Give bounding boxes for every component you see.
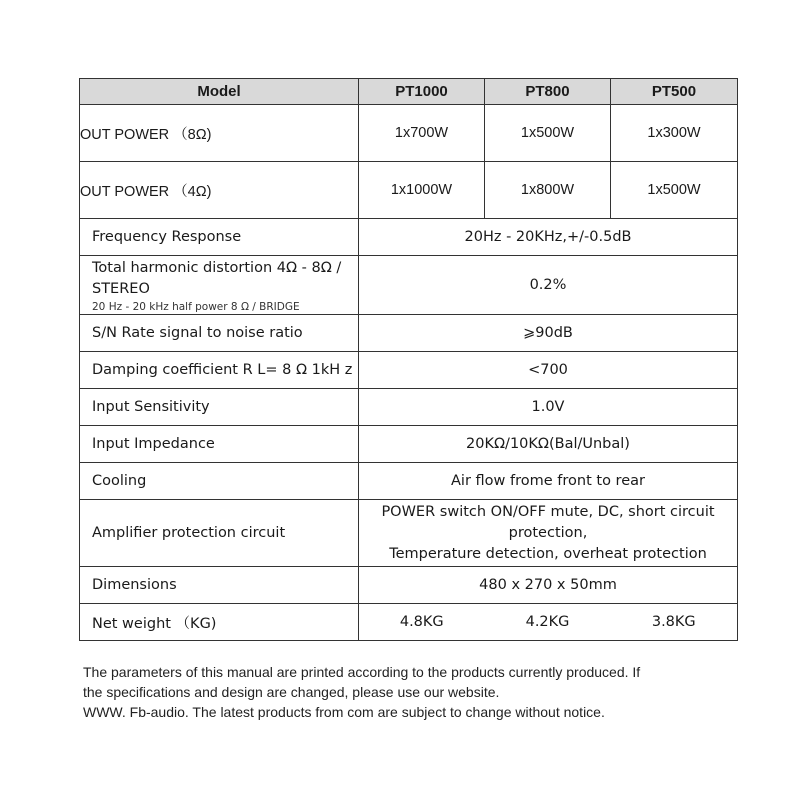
protection-row xyxy=(80,500,738,567)
dimensions-value: 480 x 270 x 50mm xyxy=(359,567,738,604)
out-power-8-label: OUT POWER （8Ω) xyxy=(80,105,359,162)
thd-label-cell xyxy=(80,256,359,315)
damping-label: Damping coefficient R L= 8 Ω 1kH z xyxy=(80,352,359,389)
out-power-4-pt500: 1x500W xyxy=(611,162,738,219)
specifications-table xyxy=(79,78,738,641)
frequency-response-value: 20Hz - 20KHz,+/-0.5dB xyxy=(359,219,738,256)
protection-line-3: Temperature detection, overheat protection xyxy=(389,545,707,562)
model-pt500-header: PT500 xyxy=(611,79,738,105)
protection-line-1: POWER switch ON/OFF mute, DC, short circuit xyxy=(381,503,715,520)
protection-label: Amplifier protection circuit xyxy=(80,500,359,567)
protection-line-2: protection, xyxy=(508,524,588,541)
model-pt1000-header: PT1000 xyxy=(359,79,485,105)
input-impedance-label: Input Impedance xyxy=(80,426,359,463)
net-weight-pt800: 4.2KG xyxy=(485,604,611,641)
net-weight-pt1000: 4.8KG xyxy=(359,604,485,641)
snr-row xyxy=(80,315,738,352)
net-weight-label: Net weight （KG) xyxy=(80,604,359,641)
input-sensitivity-label: Input Sensitivity xyxy=(80,389,359,426)
dimensions-row xyxy=(80,567,738,604)
thd-sublabel: 20 Hz - 20 kHz half power 8 Ω / BRIDGE xyxy=(92,300,300,313)
input-impedance-row xyxy=(80,426,738,463)
frequency-response-label: Frequency Response xyxy=(80,219,359,256)
out-power-4-label: OUT POWER （4Ω) xyxy=(80,162,359,219)
out-power-8-pt500: 1x300W xyxy=(611,105,738,162)
disclaimer-notice xyxy=(83,662,743,722)
protection-value xyxy=(359,500,738,567)
notice-line-1: The parameters of this manual are printed according to the products currently produced. If xyxy=(83,664,641,680)
out-power-8-row xyxy=(80,105,738,162)
out-power-4-pt800: 1x800W xyxy=(485,162,611,219)
notice-line-3: WWW. Fb-audio. The latest products from com are subject to change without notice. xyxy=(83,704,605,720)
damping-row xyxy=(80,352,738,389)
net-weight-pt500: 3.8KG xyxy=(611,604,738,641)
net-weight-row xyxy=(80,604,738,641)
damping-value: <700 xyxy=(359,352,738,389)
out-power-8-pt800: 1x500W xyxy=(485,105,611,162)
frequency-response-row xyxy=(80,219,738,256)
model-pt800-header: PT800 xyxy=(485,79,611,105)
thd-value: 0.2% xyxy=(359,256,738,315)
input-sensitivity-value: 1.0V xyxy=(359,389,738,426)
dimensions-label: Dimensions xyxy=(80,567,359,604)
input-impedance-value: 20KΩ/10KΩ(Bal/Unbal) xyxy=(359,426,738,463)
model-header: Model xyxy=(80,79,359,105)
cooling-value: Air flow frome front to rear xyxy=(359,463,738,500)
out-power-4-pt1000: 1x1000W xyxy=(359,162,485,219)
cooling-row xyxy=(80,463,738,500)
out-power-8-pt1000: 1x700W xyxy=(359,105,485,162)
out-power-4-row xyxy=(80,162,738,219)
input-sensitivity-row xyxy=(80,389,738,426)
snr-label: S/N Rate signal to noise ratio xyxy=(80,315,359,352)
notice-line-2: the specifications and design are changed, please use our website. xyxy=(83,684,500,700)
snr-value: ⩾90dB xyxy=(359,315,738,352)
thd-label: Total harmonic distortion 4Ω - 8Ω / STEREO xyxy=(92,259,342,297)
cooling-label: Cooling xyxy=(80,463,359,500)
header-row xyxy=(80,79,738,105)
thd-row xyxy=(80,256,738,315)
